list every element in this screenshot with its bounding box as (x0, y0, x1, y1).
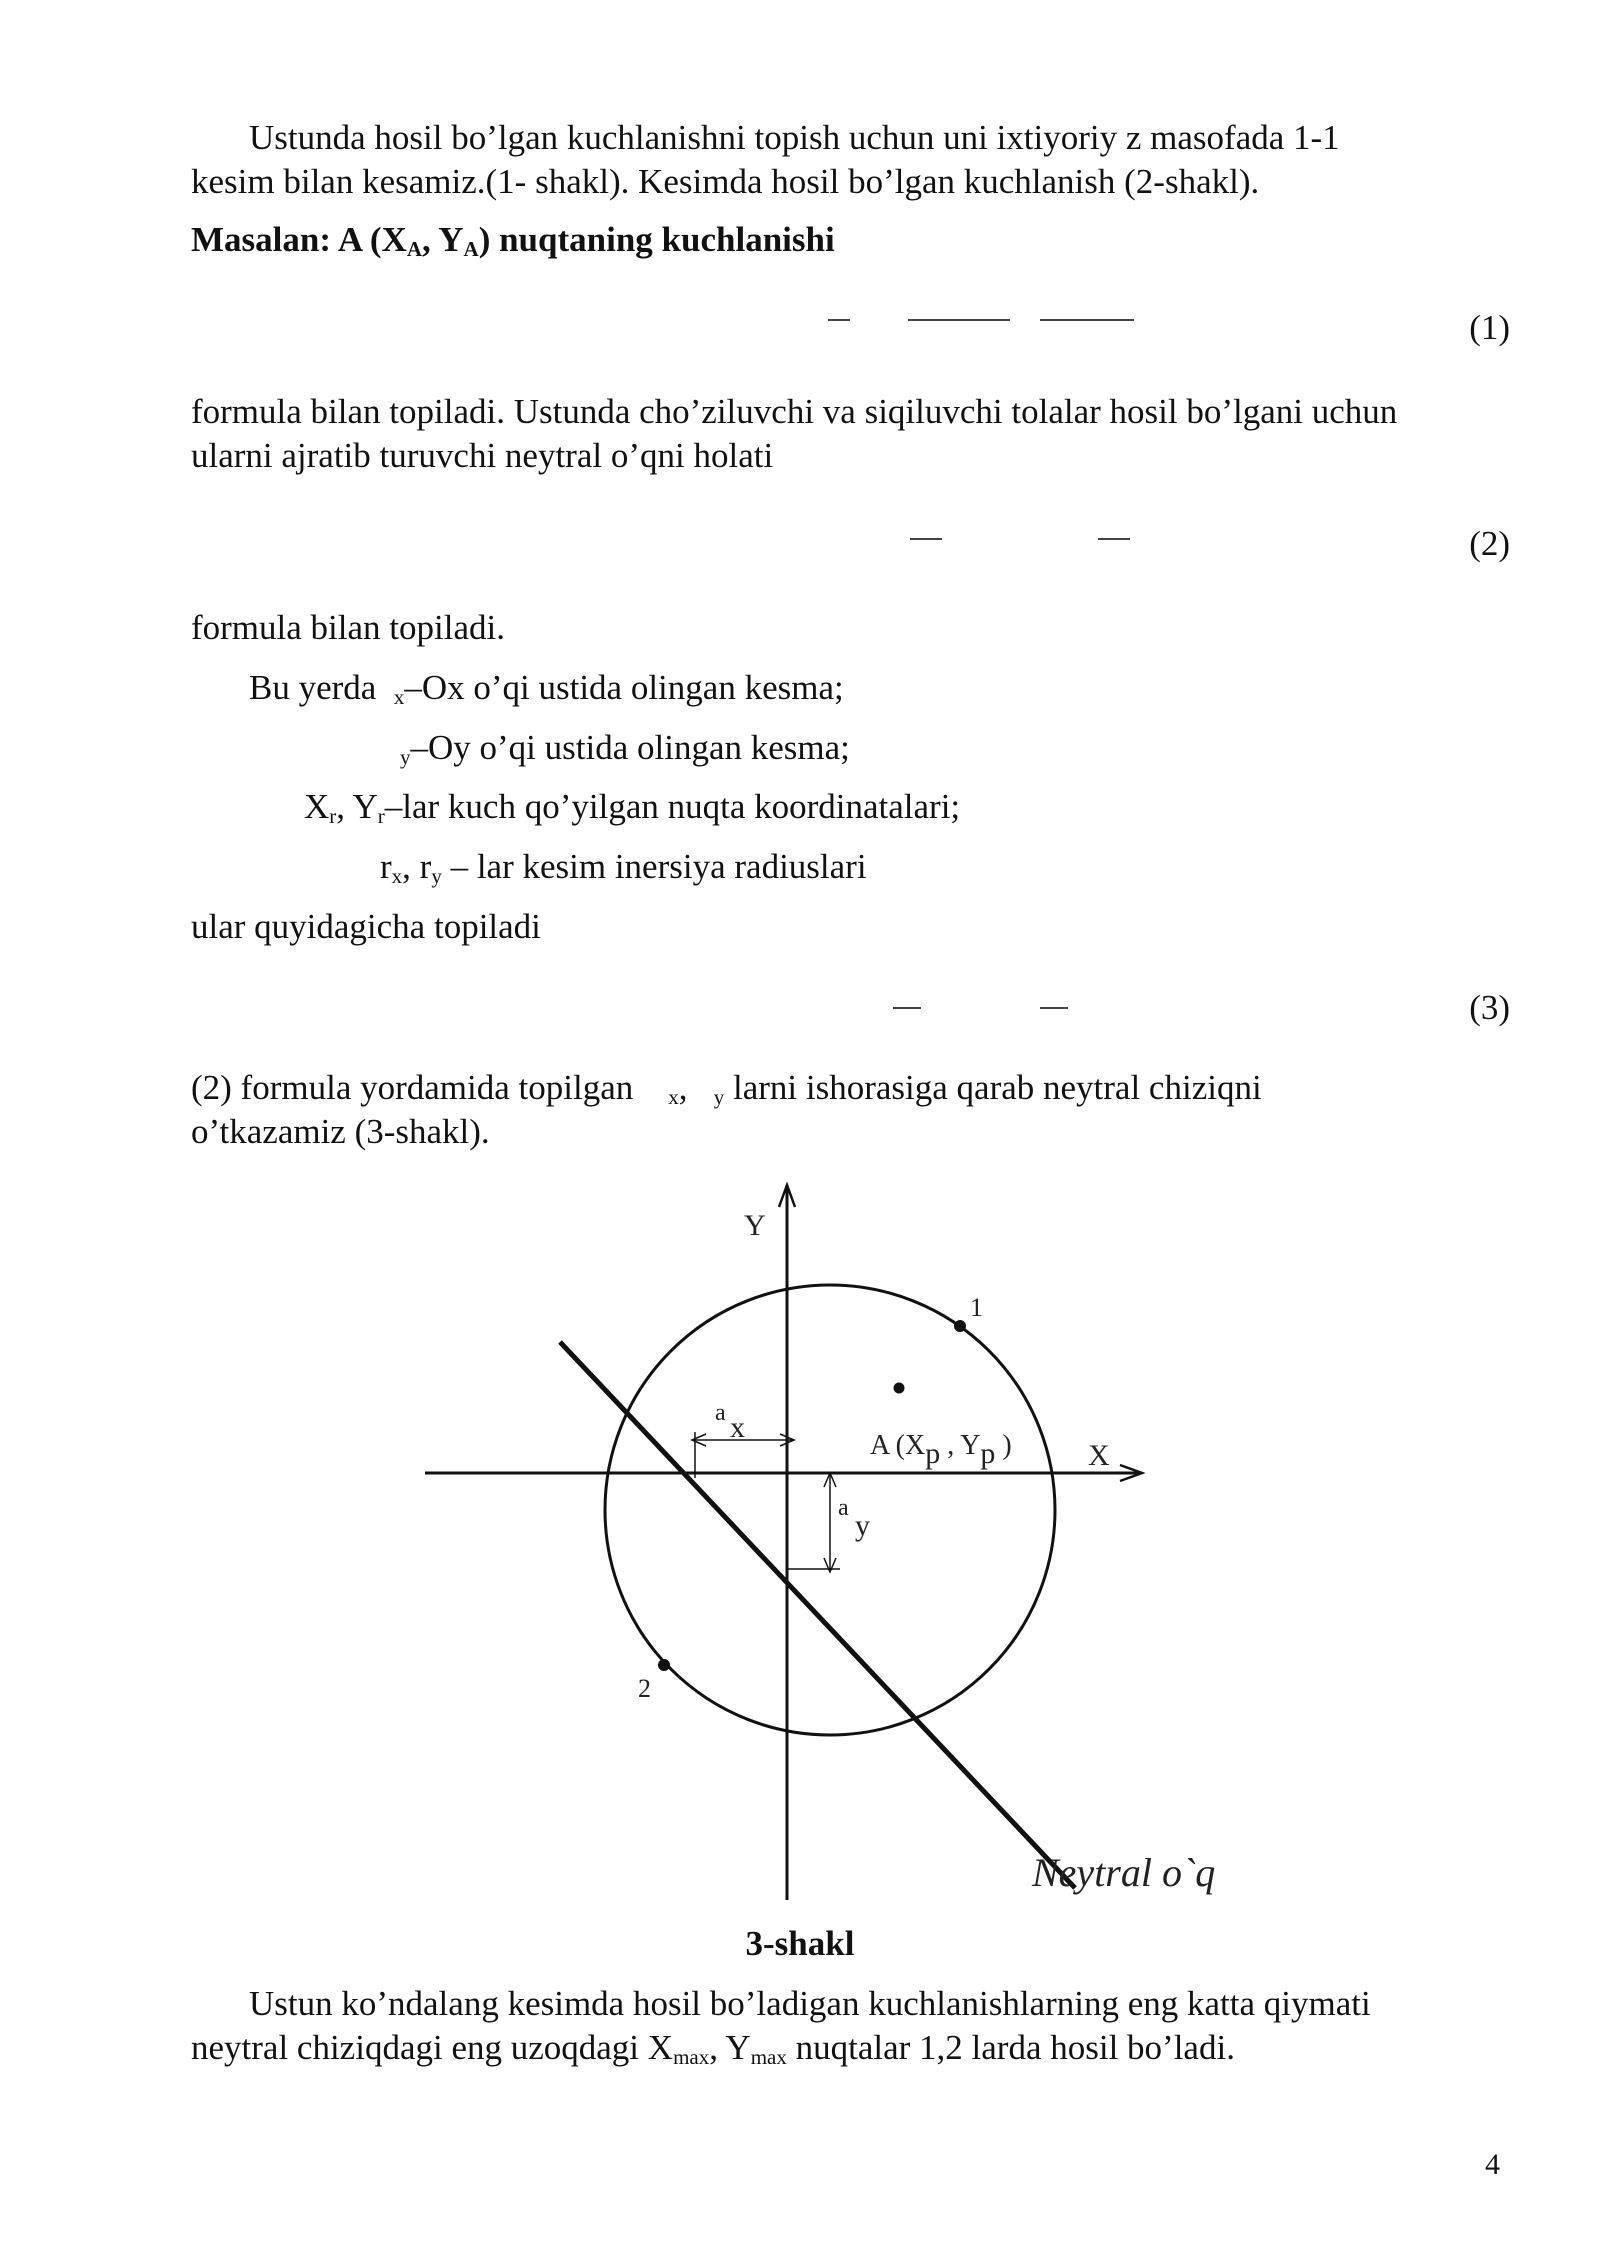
equation-1-number: (1) (1469, 308, 1510, 347)
definition-xr-yr: $X_r$, $Y_r$–lar kuch qo’yilgan nuqta koordinatalari; (304, 787, 961, 828)
point-a-label-prefix: A (X (870, 1430, 926, 1461)
point-2-label: 2 (638, 1674, 651, 1703)
y-axis-label: Y (744, 1209, 766, 1242)
point-2-marker (658, 1659, 670, 1671)
paragraph-2-line-2: ularni ajratib turuvchi neytral o’qni holati (191, 436, 774, 475)
definition-ax: Bu yerda $_x$–Ox o’qi ustida olingan kesma; (249, 668, 844, 709)
point-1-marker (954, 1320, 966, 1332)
equation-2-number: (2) (1469, 524, 1510, 563)
ax-label-x: x (730, 1411, 745, 1444)
point-a-marker (894, 1383, 905, 1394)
paragraph-5-line-2: o’tkazamiz (3-shakl). (191, 1112, 490, 1151)
neutral-axis-label: Neytral o`q (1032, 1850, 1216, 1895)
paragraph-2-line-1: formula bilan topiladi. Ustunda cho’ziluvchi va siqiluvchi tolalar hosil bo’lgani uchun (191, 392, 1398, 431)
neutral-axis-line (560, 1342, 1075, 1888)
equation-3-number: (3) (1469, 988, 1510, 1027)
paragraph-6-line-2: neytral chiziqdagi eng uzoqdagi $X_{max}$, $Y_{max}$ nuqtalar 1,2 larda hosil bo’ladi. (191, 2028, 1235, 2069)
point-1-label: 1 (970, 1293, 983, 1322)
paragraph-5-line-1: (2) formula yordamida topilgan $_x$, $_y$ larni ishorasiga qarab neytral chiziqni (191, 1068, 1262, 1109)
definition-radii: $r_x$, $r_y$ – lar kesim inersiya radiuslari (380, 847, 867, 888)
page-number: 4 (1485, 2148, 1500, 2181)
paragraph-4: ular quyidagicha topiladi (191, 907, 541, 946)
point-a-label-suffix: ) (995, 1430, 1012, 1461)
ax-label-a: a (715, 1400, 726, 1426)
paragraph-1-line-1: Ustunda hosil bo’lgan kuchlanishni topish uchun uni ixtiyoriy z masofada 1-1 (249, 118, 1340, 157)
point-a-label (870, 1430, 1012, 1470)
x-axis-label: X (1088, 1439, 1110, 1472)
paragraph-6-line-1: Ustun ko’ndalang kesimda hosil bo’ladigan kuchlanishlarning eng katta qiymati (249, 1984, 1371, 2023)
example-heading: Masalan: A ($X_A$, $Y_A$) nuqtaning kuchlanishi (191, 220, 835, 261)
paragraph-3: formula bilan topiladi. (191, 608, 505, 647)
definition-ay: $_y$–Oy o’qi ustida olingan kesma; (400, 728, 850, 769)
point-a-label-sub2: p (980, 1437, 996, 1470)
point-a-label-mid: , Y (940, 1430, 981, 1461)
point-a-label-sub1: p (925, 1437, 941, 1470)
paragraph-1-line-2: kesim bilan kesamiz.(1- shakl). Kesimda hosil bo’lgan kuchlanish (2-shakl). (191, 162, 1260, 201)
ay-label-y: y (855, 1509, 870, 1542)
figure-caption: 3-shakl (745, 1924, 855, 1963)
ay-label-a: a (838, 1495, 849, 1521)
